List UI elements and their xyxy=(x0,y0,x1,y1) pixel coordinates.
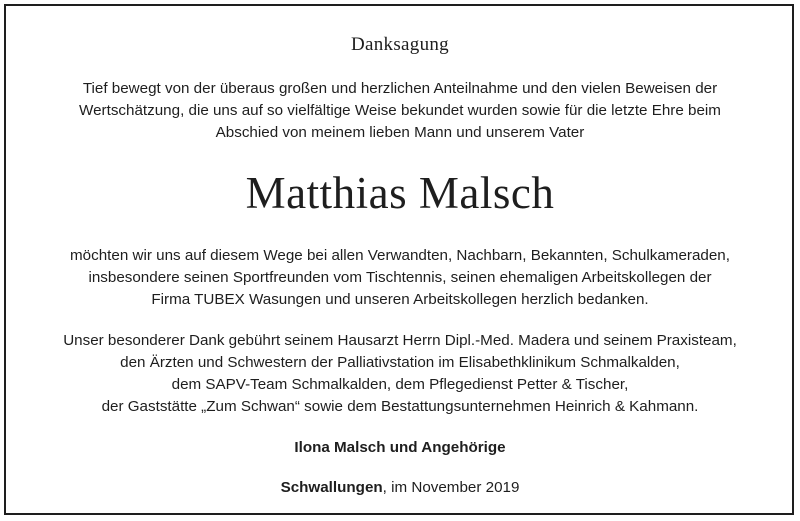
special-thanks-line: den Ärzten und Schwestern der Palliativstation im Elisabethklinikum Schmalkalden, xyxy=(120,354,680,371)
thanks-paragraph xyxy=(0,245,800,311)
intro-line: Wertschätzung, die uns auf so vielfältige Weise bekundet wurden sowie für die letzte Ehre beim xyxy=(79,102,721,119)
thanks-line: Firma TUBEX Wasungen und unseren Arbeitskollegen herzlich bedanken. xyxy=(151,291,649,308)
signature: Ilona Malsch und Angehörige xyxy=(294,439,506,456)
special-thanks-line: dem SAPV-Team Schmalkalden, dem Pflegedienst Petter & Tischer, xyxy=(171,376,629,393)
deceased-name: Matthias Malsch xyxy=(245,168,555,218)
place: Schwallungen xyxy=(280,479,383,496)
intro-line: Abschied von meinem lieben Mann und unserem Vater xyxy=(215,124,585,141)
notice-heading: Danksagung xyxy=(351,34,449,55)
intro-line: Tief bewegt von der überaus großen und herzlichen Anteilnahme und den vielen Beweisen der xyxy=(82,80,718,97)
special-thanks-line: der Gaststätte „Zum Schwan“ sowie dem Bestattungsunternehmen Heinrich & Kahmann. xyxy=(101,398,699,415)
date: , im November 2019 xyxy=(382,479,520,496)
intro-paragraph xyxy=(0,78,800,144)
special-thanks-line: Unser besonderer Dank gebührt seinem Hausarzt Herrn Dipl.-Med. Madera und seinem Praxisteam, xyxy=(63,332,737,349)
special-thanks-paragraph xyxy=(0,330,800,418)
thanks-line: insbesondere seinen Sportfreunden vom Tischtennis, seinen ehemaligen Arbeitskollegen der xyxy=(88,269,712,286)
place-date-line xyxy=(0,477,800,499)
thanks-line: möchten wir uns auf diesem Wege bei allen Verwandten, Nachbarn, Bekannten, Schulkameraden, xyxy=(70,247,730,264)
